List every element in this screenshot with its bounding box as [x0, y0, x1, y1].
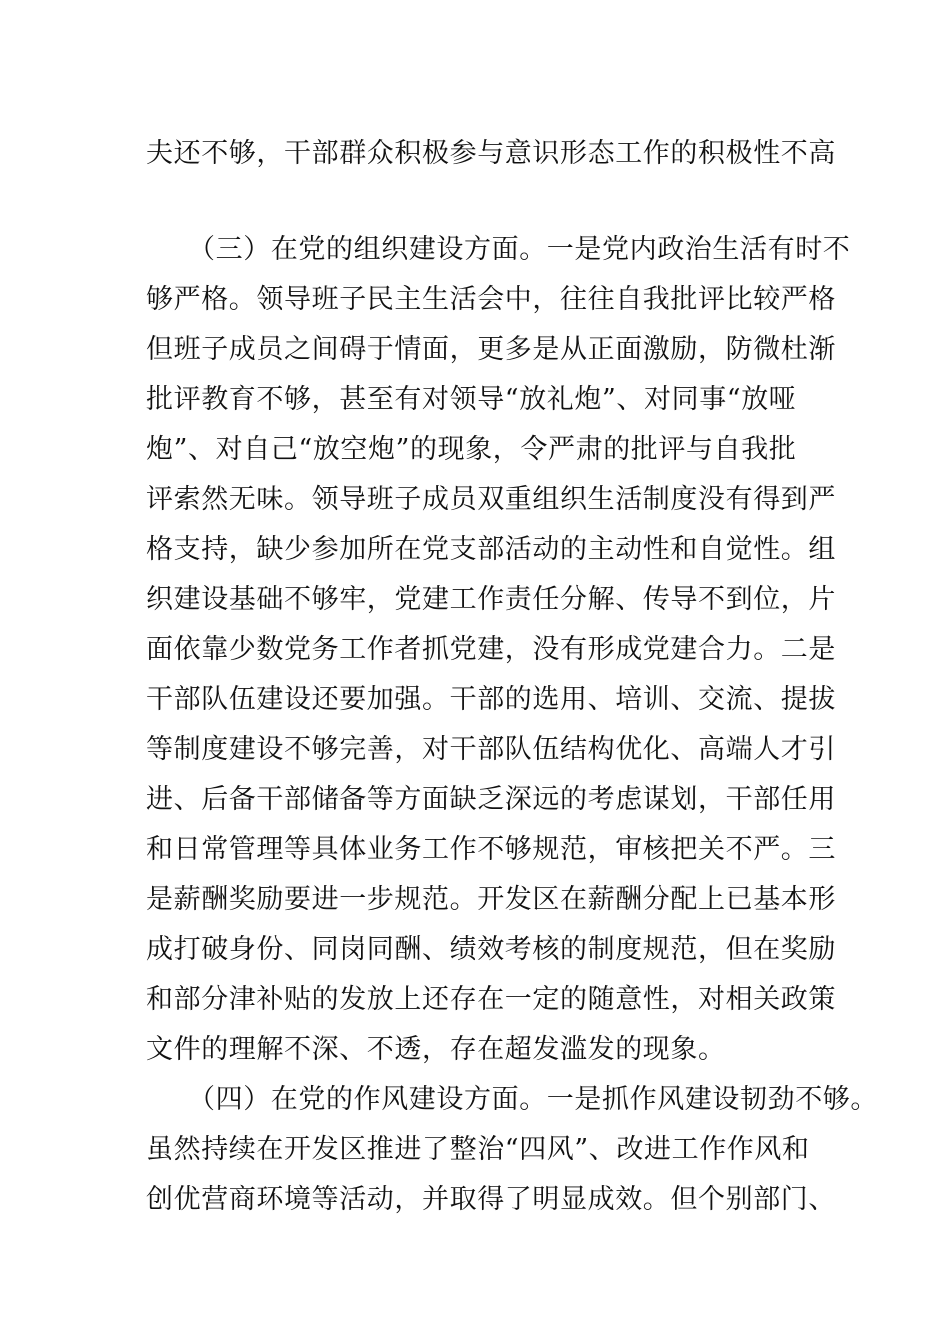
text-line: 虽然持续在开发区推进了整治“四风”、改进工作作风和: [146, 1134, 810, 1165]
text-line: 评索然无味。领导班子成员双重组织生活制度没有得到严: [146, 484, 836, 515]
text-line: 夫还不够，干部群众积极参与意识形态工作的积极性不高: [146, 138, 836, 169]
text-line: 等制度建设不够完善，对干部队伍结构优化、高端人才引: [146, 734, 836, 765]
text-line: 格支持，缺少参加所在党支部活动的主动性和自觉性。组: [146, 534, 836, 565]
paragraph-heading-line: （三）在党的组织建设方面。一是党内政治生活有时不: [188, 234, 851, 265]
paragraph-heading-line: （四）在党的作风建设方面。一是抓作风建设韧劲不够。: [188, 1084, 878, 1115]
text-line: 干部队伍建设还要加强。干部的选用、培训、交流、提拔: [146, 684, 836, 715]
text-line: 织建设基础不够牢，党建工作责任分解、传导不到位，片: [146, 584, 836, 615]
text-line: 面依靠少数党务工作者抓党建，没有形成党建合力。二是: [146, 634, 836, 665]
text-line: 够严格。领导班子民主生活会中，往往自我批评比较严格: [146, 284, 836, 315]
text-line: 和日常管理等具体业务工作不够规范，审核把关不严。三: [146, 834, 836, 865]
text-line: 批评教育不够，甚至有对领导“放礼炮”、对同事“放哑: [146, 384, 797, 415]
text-line: 是薪酬奖励要进一步规范。开发区在薪酬分配上已基本形: [146, 884, 836, 915]
text-line: 创优营商环境等活动，并取得了明显成效。但个别部门、: [146, 1184, 836, 1215]
text-line: 文件的理解不深、不透，存在超发滥发的现象。: [146, 1034, 726, 1065]
text-line: 成打破身份、同岗同酬、绩效考核的制度规范，但在奖励: [146, 934, 836, 965]
text-line: 炮”、对自己“放空炮”的现象，令严肃的批评与自我批: [146, 434, 797, 465]
text-line: 和部分津补贴的发放上还存在一定的随意性，对相关政策: [146, 984, 836, 1015]
text-line: 但班子成员之间碍于情面，更多是从正面激励，防微杜渐: [146, 334, 836, 365]
text-line: 进、后备干部储备等方面缺乏深远的考虑谋划，干部任用: [146, 784, 836, 815]
